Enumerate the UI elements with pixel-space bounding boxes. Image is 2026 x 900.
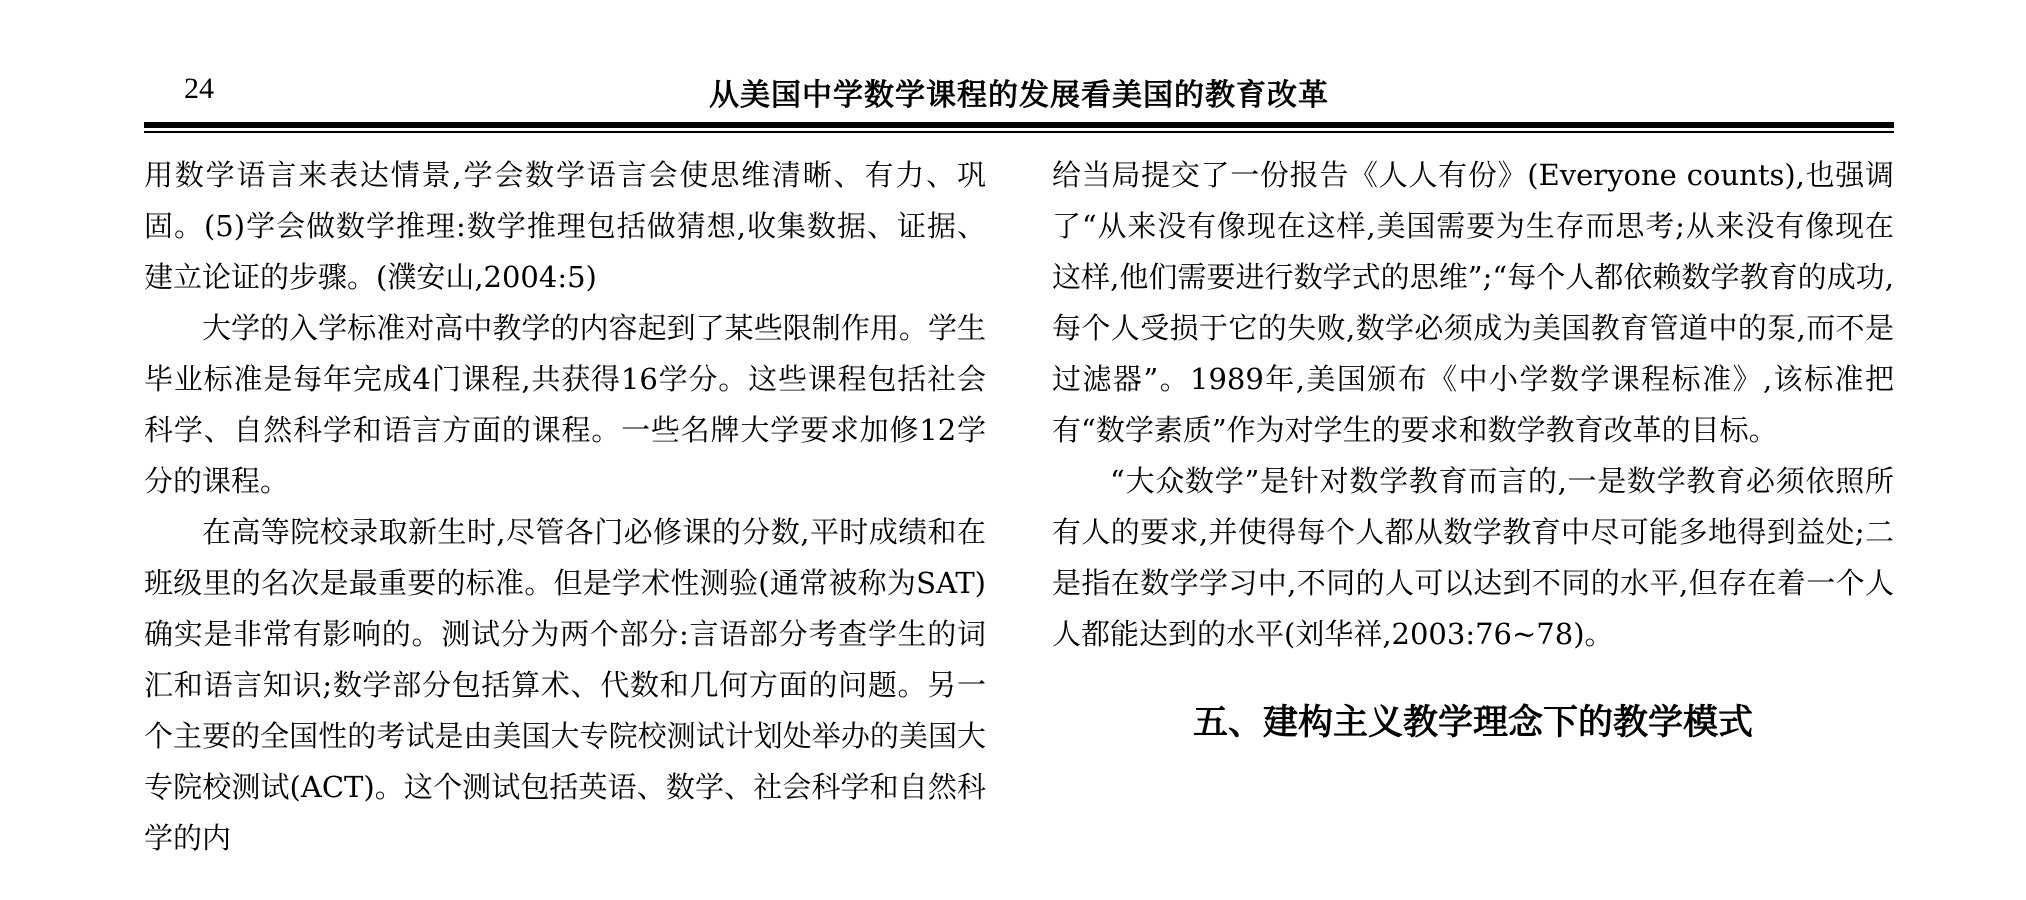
running-title: 从美国中学数学课程的发展看美国的教育改革	[709, 78, 1329, 113]
paragraph: “大众数学”是针对数学教育而言的,一是数学教育必须依照所有人的要求,并使得每个人都从数学教育中尽可能多地得到益处;二是指在数学学习中,不同的人可以达到不同的水平,但存在着一个人人都能达到的水平(刘华祥,2003:76~78)。	[1052, 464, 1894, 651]
page-number: 24	[184, 72, 214, 105]
header-rule-thin	[144, 131, 1894, 133]
paragraph: 用数学语言来表达情景,学会数学语言会使思维清晰、有力、巩固。(5)学会做数学推理:数学推理包括做猜想,收集数据、证据、建立论证的步骤。(濮安山,2004:5)	[144, 158, 986, 294]
section-heading: 五、建构主义教学理念下的教学模式	[1192, 703, 1753, 743]
left-column	[144, 150, 986, 864]
page-header	[144, 62, 1894, 122]
paragraph: 在高等院校录取新生时,尽管各门必修课的分数,平时成绩和在班级里的名次是最重要的标准。但是学术性测验(通常被称为SAT)确实是非常有影响的。测试分为两个部分:言语部分考查学生的词汇和语言知识;数学部分包括算术、代数和几何方面的问题。另一个主要的全国性的考试是由美国大专院校测试计划处举办的美国大专院校测试(ACT)。这个测试包括英语、数学、社会科学和自然科学的内	[144, 515, 986, 855]
paragraph: 大学的入学标准对高中教学的内容起到了某些限制作用。学生毕业标准是每年完成4门课程,共获得16学分。这些课程包括社会科学、自然科学和语言方面的课程。一些名牌大学要求加修12学分的课程。	[144, 311, 986, 498]
paragraph: 给当局提交了一份报告《人人有份》(Everyone counts),也强调了“从来没有像现在这样,美国需要为生存而思考;从来没有像现在这样,他们需要进行数学式的思维”;“每个人都依赖数学教育的成功,每个人受损于它的失败,数学必须成为美国教育管道中的泵,而不是过滤器”。1989年,美国颁布《中小学数学课程标准》,该标准把有“数学素质”作为对学生的要求和数学教育改革的目标。	[1052, 158, 1894, 447]
right-column	[1052, 150, 1894, 749]
header-rule-thick	[144, 122, 1894, 128]
